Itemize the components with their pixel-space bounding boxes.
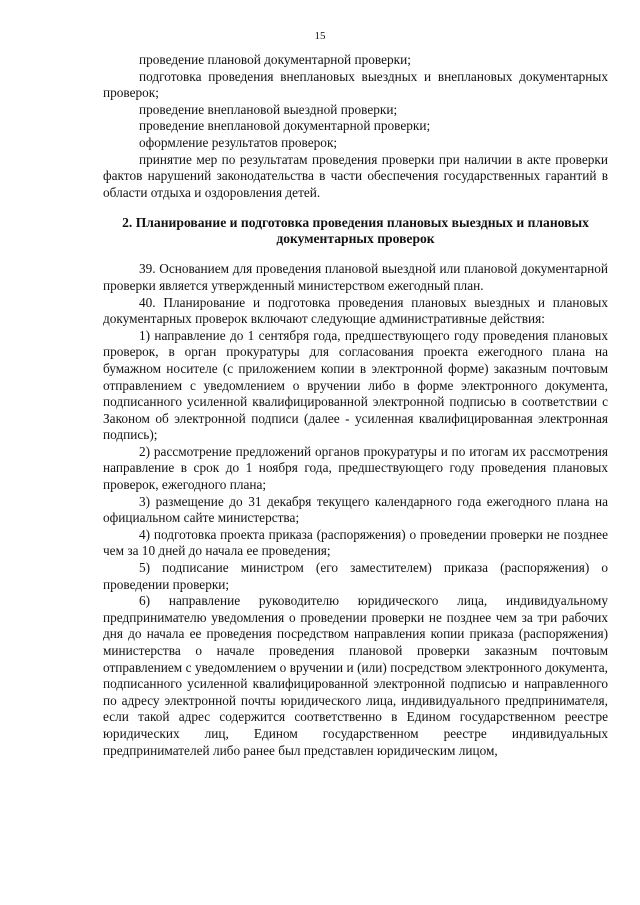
paragraph: 2) рассмотрение предложений органов прокуратуры и по итогам их рассмотрения направление в срок до 1 ноября года, предшествующего году проведения плановых проверок, ежегодного плана; [103,443,608,493]
paragraph: 1) направление до 1 сентября года, предшествующего году проведения плановых проверок, в орган прокуратуры для согласования проекта ежегодного плана на бумажном носителе (с приложением копии в электронной форме) заказным почтовым отправлением с уведомлением о вручении либо в форме электронного документа, подписанного усиленной квалифицированной электронной подписью в соответствии с Законом об электронной подписи (далее - усиленная квалифицированная электронная подпись); [103,327,608,443]
section-heading: 2. Планирование и подготовка проведения плановых выездных и плановых документарных проверок [122,215,589,247]
page-number: 15 [314,30,326,42]
list-item: оформление результатов проверок; [139,134,338,150]
paragraph: 3) размещение до 31 декабря текущего календарного года ежегодного плана на официальном сайте министерства; [103,493,608,526]
list-item: проведение внеплановой документарной проверки; [139,118,431,134]
list-item: подготовка проведения внеплановых выездных и внеплановых документарных проверок; [103,68,608,101]
list-item: проведение плановой документарной проверки; [139,52,411,67]
paragraph: 4) подготовка проекта приказа (распоряжения) о проведении проверки не позднее чем за 10 дней до начала ее проведения; [103,526,608,559]
list-item: проведение внеплановой выездной проверки; [139,101,398,117]
paragraph: 40. Планирование и подготовка проведения плановых выездных и плановых документарных проверок включают следующие административные действия: [103,294,608,327]
paragraph: 5) подписание министром (его заместителем) приказа (распоряжения) о проведении проверки; [103,560,608,592]
paragraph: 39. Основанием для проведения плановой выездной или плановой документарной проверки является утвержденный министерством ежегодный план. [103,261,608,293]
list-item: принятие мер по результатам проведения проверки при наличии в акте проверки фактов нарушений законодательства в части обеспечения государственных гарантий в области отдыха и оздоровления детей. [103,151,608,200]
document-body [103,52,608,759]
paragraph: 6) направление руководителю юридического лица, индивидуальному предпринимателю уведомления о проведении проверки не позднее чем за три рабочих дня до начала ее проведения посредством направления копии приказа (распоряжения) министерства о начале проведения плановой проверки заказным почтовым отправлением с уведомлением о вручении и (или) посредством электронного документа, подписанного усиленной квалифицированной электронной подписью и направленного по адресу электронной почты юридического лица, индивидуального предпринимателя, если такой адрес содержится соответственно в Едином государственном реестре юридических лиц, Едином государственном реестре индивидуальных предпринимателей либо ранее был представлен юридическим лицом, [103,593,608,758]
